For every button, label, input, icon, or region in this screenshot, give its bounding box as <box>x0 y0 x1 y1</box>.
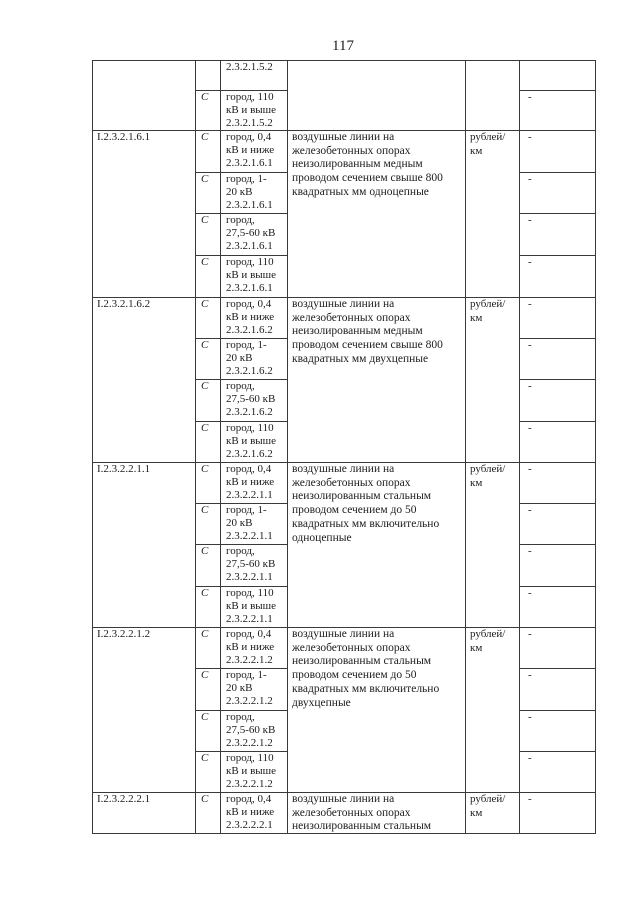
value-cell: - <box>520 298 596 339</box>
unit-cell <box>466 61 520 131</box>
rate-type-cell <box>196 61 221 91</box>
value-cell: - <box>520 339 596 380</box>
value-cell: - <box>520 628 596 669</box>
rate-type-cell: С <box>196 173 221 214</box>
rate-type-cell: С <box>196 214 221 256</box>
voltage-level-cell: город, 0,4 кВ и ниже 2.3.2.2.2.1 <box>221 793 288 834</box>
voltage-level-cell: город, 1- 20 кВ 2.3.2.2.1.2 <box>221 669 288 711</box>
voltage-level-cell: город, 110 кВ и выше 2.3.2.2.1.1 <box>221 587 288 628</box>
voltage-level-cell: город, 0,4 кВ и ниже 2.3.2.2.1.2 <box>221 628 288 669</box>
rate-type-cell: С <box>196 793 221 834</box>
value-cell: - <box>520 380 596 422</box>
description-cell: воздушные линии на железобетонных опорах неизолированным медным проводом сечением свыше 800 квадратных мм одноцепные <box>288 131 466 298</box>
code-cell: I.2.3.2.1.6.1 <box>93 131 196 298</box>
rate-type-cell: С <box>196 380 221 422</box>
voltage-level-cell: город, 0,4 кВ и ниже 2.3.2.2.1.1 <box>221 463 288 504</box>
rate-type-cell: С <box>196 256 221 298</box>
value-cell: - <box>520 545 596 587</box>
description-cell: воздушные линии на железобетонных опорах неизолированным медным проводом сечением свыше 800 квадратных мм двухцепные <box>288 298 466 463</box>
value-cell: - <box>520 463 596 504</box>
rate-type-cell: С <box>196 504 221 545</box>
description-cell: воздушные линии на железобетонных опорах неизолированным стальным проводом сечением до 50 квадратных мм включительно одноцепные <box>288 463 466 628</box>
value-cell: - <box>520 91 596 131</box>
unit-cell: рублей/ км <box>466 793 520 834</box>
rate-type-cell: С <box>196 131 221 173</box>
rate-type-cell: С <box>196 91 221 131</box>
code-cell: I.2.3.2.2.2.1 <box>93 793 196 834</box>
voltage-level-cell: город, 0,4 кВ и ниже 2.3.2.1.6.2 <box>221 298 288 339</box>
description-cell: воздушные линии на железобетонных опорах неизолированным стальным <box>288 793 466 834</box>
voltage-level-cell: город, 110 кВ и выше 2.3.2.1.6.1 <box>221 256 288 298</box>
rate-type-cell: С <box>196 669 221 711</box>
code-cell: I.2.3.2.1.6.2 <box>93 298 196 463</box>
voltage-level-cell: город, 27,5-60 кВ 2.3.2.2.1.2 <box>221 711 288 752</box>
voltage-level-cell: город, 110 кВ и выше 2.3.2.2.1.2 <box>221 752 288 793</box>
rate-type-cell: С <box>196 628 221 669</box>
value-cell: - <box>520 214 596 256</box>
voltage-level-cell: город, 110 кВ и выше 2.3.2.1.5.2 <box>221 91 288 131</box>
unit-cell: рублей/ км <box>466 131 520 298</box>
value-cell <box>520 61 596 91</box>
value-cell: - <box>520 587 596 628</box>
voltage-level-cell: город, 1- 20 кВ 2.3.2.1.6.1 <box>221 173 288 214</box>
value-cell: - <box>520 669 596 711</box>
rate-type-cell: С <box>196 298 221 339</box>
voltage-level-cell: город, 0,4 кВ и ниже 2.3.2.1.6.1 <box>221 131 288 173</box>
voltage-level-cell: город, 27,5-60 кВ 2.3.2.1.6.2 <box>221 380 288 422</box>
voltage-level-cell: город, 1- 20 кВ 2.3.2.1.6.2 <box>221 339 288 380</box>
code-cell <box>93 61 196 131</box>
value-cell: - <box>520 173 596 214</box>
value-cell: - <box>520 752 596 793</box>
page-number: 117 <box>332 38 354 54</box>
voltage-level-cell: город, 27,5-60 кВ 2.3.2.1.6.1 <box>221 214 288 256</box>
rate-type-cell: С <box>196 587 221 628</box>
value-cell: - <box>520 131 596 173</box>
description-cell: воздушные линии на железобетонных опорах неизолированным стальным проводом сечением до 50 квадратных мм включительно двухцепные <box>288 628 466 793</box>
value-cell: - <box>520 256 596 298</box>
code-cell: I.2.3.2.2.1.2 <box>93 628 196 793</box>
rate-type-cell: С <box>196 422 221 463</box>
value-cell: - <box>520 422 596 463</box>
unit-cell: рублей/ км <box>466 463 520 628</box>
unit-cell: рублей/ км <box>466 628 520 793</box>
description-cell <box>288 61 466 131</box>
rate-type-cell: С <box>196 463 221 504</box>
rate-type-cell: С <box>196 545 221 587</box>
voltage-level-cell: город, 27,5-60 кВ 2.3.2.2.1.1 <box>221 545 288 587</box>
tariff-table <box>92 60 596 834</box>
code-cell: I.2.3.2.2.1.1 <box>93 463 196 628</box>
rate-type-cell: С <box>196 339 221 380</box>
rate-type-cell: С <box>196 752 221 793</box>
voltage-level-cell: город, 110 кВ и выше 2.3.2.1.6.2 <box>221 422 288 463</box>
voltage-level-cell: 2.3.2.1.5.2 <box>221 61 288 91</box>
unit-cell: рублей/ км <box>466 298 520 463</box>
rate-type-cell: С <box>196 711 221 752</box>
voltage-level-cell: город, 1- 20 кВ 2.3.2.2.1.1 <box>221 504 288 545</box>
value-cell: - <box>520 711 596 752</box>
value-cell: - <box>520 504 596 545</box>
value-cell: - <box>520 793 596 834</box>
